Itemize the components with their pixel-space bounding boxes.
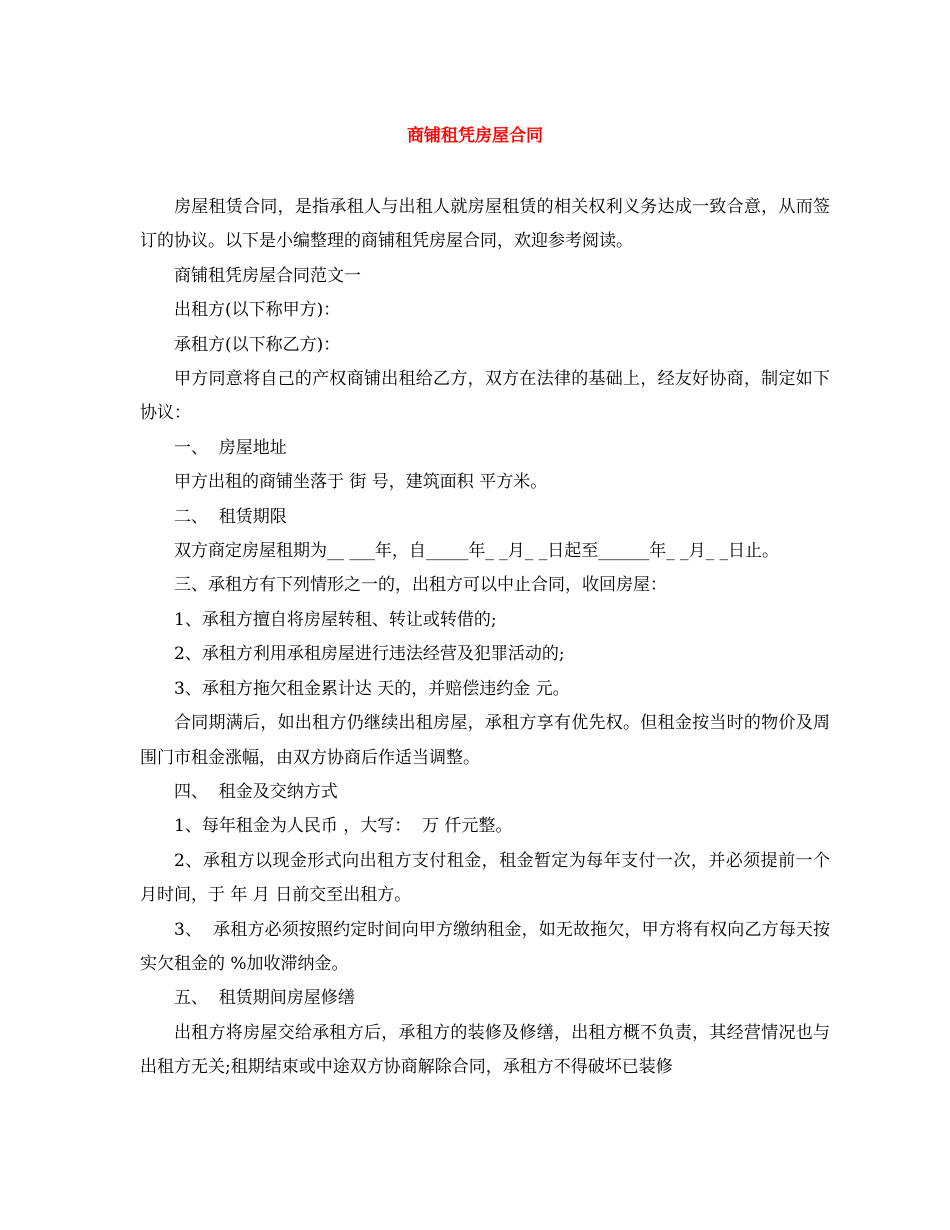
list-item: 1、承租方擅自将房屋转租、转让或转借的;	[174, 609, 497, 630]
document-body	[140, 190, 830, 1085]
paragraph: 双方商定房屋租期为__ ___年，自_____年_ _月_ _日起至______年_ _月_ _日止。	[174, 541, 780, 562]
section-heading: 一、 房屋地址	[174, 437, 287, 458]
section-heading: 五、 租赁期间房屋修缮	[174, 988, 355, 1009]
paragraph: 甲方出租的商铺坐落于 街 号，建筑面积 平方米。	[174, 472, 548, 493]
paragraph: 房屋租赁合同，是指承租人与出租人就房屋租赁的相关权利义务达成一致合意，从而签订的协议。以下是小编整理的商铺租凭房屋合同，欢迎参考阅读。	[140, 197, 830, 252]
list-item: 3、承租方拖欠租金累计达 天的，并赔偿违约金 元。	[174, 678, 570, 699]
list-item: 1、每年租金为人民币 ，大写： 万 仟元整。	[174, 816, 513, 837]
paragraph: 商铺租凭房屋合同范文一	[174, 265, 361, 286]
paragraph: 承租方(以下称乙方)：	[174, 334, 341, 355]
paragraph: 出租方(以下称甲方)：	[174, 300, 341, 321]
list-item: 3、 承租方必须按照约定时间向甲方缴纳租金，如无故拖欠，甲方将有权向乙方每天按实欠租金的 %加收滞纳金。	[140, 919, 830, 974]
list-item: 2、承租方利用承租房屋进行违法经营及犯罪活动的;	[174, 644, 565, 665]
document-title: 商铺租凭房屋合同	[407, 126, 543, 146]
paragraph: 出租方将房屋交给承租方后，承租方的装修及修缮，出租方概不负责，其经营情况也与出租方无关;租期结束或中途双方协商解除合同，承租方不得破坏已装修	[140, 1022, 830, 1078]
section-heading: 三、承租方有下列情形之一的，出租方可以中止合同，收回房屋：	[174, 575, 667, 596]
paragraph: 甲方同意将自己的产权商铺出租给乙方，双方在法律的基础上，经友好协商，制定如下协议：	[140, 369, 830, 424]
paragraph: 合同期满后，如出租方仍继续出租房屋，承租方享有优先权。但租金按当时的物价及周围门市租金涨幅，由双方协商后作适当调整。	[140, 713, 830, 768]
section-heading: 二、 租赁期限	[174, 506, 287, 527]
section-heading: 四、 租金及交纳方式	[174, 781, 338, 802]
list-item: 2、承租方以现金形式向出租方支付租金，租金暂定为每年支付一次，并必须提前一个月时间，于 年 月 日前交至出租方。	[140, 850, 830, 906]
